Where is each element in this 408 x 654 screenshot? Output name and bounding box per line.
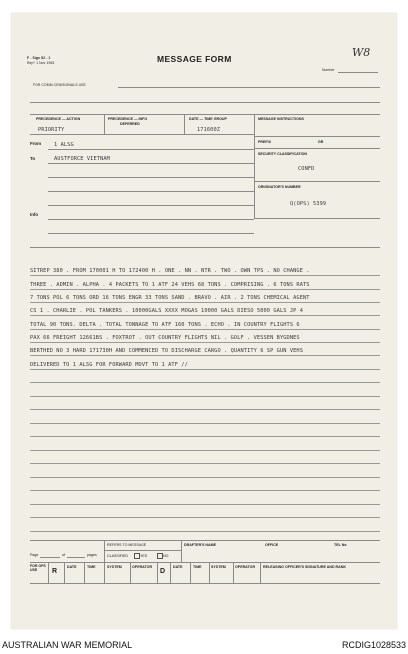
body-rule [30, 436, 380, 437]
security-top-rule [254, 148, 380, 149]
security-value: CONFD [298, 166, 315, 172]
to-label: To [30, 156, 36, 161]
number-line [338, 72, 378, 73]
originator-top-rule [254, 181, 380, 182]
body-rule [30, 382, 380, 383]
page-total-line [67, 557, 85, 558]
prec-top-rule [30, 114, 380, 115]
refers-divider [104, 540, 105, 562]
r-system-label: SYSTEM [107, 565, 122, 569]
archive-credit: AUSTRALIAN WAR MEMORIAL [2, 640, 133, 650]
precedence-info-sub-label: DEFERRED [120, 122, 140, 126]
comm-cen-line-2 [30, 102, 380, 103]
form-revision: Rep⁵ 1 Nov 1963 [27, 61, 55, 65]
body-rule [30, 355, 380, 356]
body-rule [30, 477, 380, 478]
message-line: CS 1 . CHARLIE . POL TANKERS . 10000GALS XXXX MOGAS 10000 GALS DIESO 5000 GALS JP 4 [30, 308, 303, 314]
tel-label: TEL No [334, 543, 347, 547]
ops-col-divider [170, 562, 171, 583]
info-line-3 [30, 247, 380, 248]
message-form-sheet [11, 13, 397, 629]
body-rule [30, 517, 380, 518]
precedence-action-value: PRIORITY [38, 127, 65, 133]
of-label: of [62, 553, 65, 557]
ops-col-divider [48, 562, 49, 583]
body-rule [30, 289, 380, 290]
dispatched-marker: D [160, 568, 166, 575]
message-line: DELIVERED TO 1 ALSG FOR FORWARD MOVT TO 1 ATF // [30, 362, 188, 368]
info-line-1 [48, 219, 254, 220]
body-rule [30, 302, 380, 303]
ops-col-divider [157, 562, 158, 583]
ops-col-divider [260, 562, 261, 583]
message-line: THREE . ADMIN . ALPHA . 4 PACKETS TO 1 ATF 24 VEHS 68 TONS . COMPRISING . 6 TONS RATS [30, 282, 310, 288]
body-rule [30, 450, 380, 451]
d-system-label: SYSTEM [211, 565, 226, 569]
body-rule [30, 504, 380, 505]
body-rule [30, 531, 380, 532]
body-rule [30, 369, 380, 370]
d-date-label: DATE [173, 565, 183, 569]
from-label: From [30, 141, 41, 146]
precedence-action-label: PRECEDENCE — ACTION [36, 117, 81, 121]
archive-record-id: RCDIG1028533 [341, 640, 406, 650]
body-rule [30, 490, 380, 491]
office-label: OFFICE [265, 543, 279, 547]
originator-label: ORIGINATOR'S NUMBER [258, 185, 301, 189]
classified-label: CLASSIFIED [107, 554, 128, 558]
prec-divider-1 [104, 114, 105, 134]
message-line: PAX 66 FREIGHT 12661BS . FOXTROT . OUT COUNTRY FLIGHTS NIL . GOLF . VESSEN BYGDNES [30, 335, 300, 341]
prefix-label: PREFIX [258, 140, 271, 144]
security-label: SECURITY CLASSIFICATION [258, 152, 307, 156]
message-line: TOTAL 90 TONS. DELTA . TOTAL TONNAGE TO ATF 160 TONS . ECHO . IN COUNTRY FLIGHTS 6 [30, 322, 300, 328]
page-number-line [40, 557, 60, 558]
precedence-info-label: PRECEDENCE — INFO [108, 117, 148, 121]
to-line-1 [48, 163, 254, 164]
body-rule [30, 275, 380, 276]
comm-cen-line [118, 87, 380, 88]
d-time-label: TIME [193, 565, 202, 569]
refers-label: REFERS TO MESSAGE [107, 543, 147, 547]
comm-cen-label: FOR COMM CEN/SIGNALS USE [33, 83, 86, 87]
ops-col-divider [190, 562, 191, 583]
to-value: AUSTFORCE VIETNAM [54, 156, 110, 162]
form-title: MESSAGE FORM [157, 54, 232, 64]
d-operator-label: OPERATOR [235, 565, 256, 569]
page-label: Page [30, 553, 39, 557]
drafter-divider [181, 540, 182, 562]
handwritten-number: W8 [352, 46, 371, 59]
no-label: NO [163, 554, 169, 558]
ops-top-rule [30, 562, 380, 563]
originator-bottom-rule [254, 218, 380, 219]
releasing-officer-label: RELEASING OFFICER'S SIGNATURE AND RANK [263, 565, 346, 569]
body-rule [30, 315, 380, 316]
ops-col-divider [209, 562, 210, 583]
from-value: 1 ALSG [54, 142, 74, 148]
yes-label: YES [140, 554, 148, 558]
prefix-top-rule [254, 136, 380, 137]
ops-col-divider [130, 562, 131, 583]
body-rule [30, 342, 380, 343]
dtg-label: DATE — TIME GROUP [189, 117, 227, 121]
ops-col-divider [84, 562, 85, 583]
message-line: SITREP 380 . FROM 170001 H TO 172400 H . ONE . NN . NTR . TWO . OWN TPS . NO CHANGE . [30, 268, 310, 274]
r-operator-label: OPERATOR [132, 565, 153, 569]
gr-label: GR [318, 140, 324, 144]
pages-label: pages [87, 553, 97, 557]
form-code: F - Sigs 52 - 1 [27, 56, 51, 60]
ops-col-divider [233, 562, 234, 583]
received-marker: R [52, 568, 58, 575]
info-label: Info [30, 212, 39, 217]
body-rule [30, 423, 380, 424]
info-line-2 [48, 233, 254, 234]
drafter-label: DRAFTER'S NAME [184, 543, 216, 547]
ops-use-label: FOR OPS USE [30, 564, 46, 573]
ops-col-divider [64, 562, 65, 583]
prec-bottom-rule [30, 134, 255, 135]
message-line: 7 TONS POL 6 TONS ORD 16 TONS ENGR 33 TONS SAND . BRAVO . AIR . 2 TONS CHEMICAL AGENT [30, 295, 310, 301]
message-instructions-label: MESSAGE INSTRUCTIONS [258, 117, 304, 121]
body-rule [30, 409, 380, 410]
r-date-label: DATE [67, 565, 77, 569]
body-rule [30, 329, 380, 330]
message-line: BERTHED NO 3 HARD 171730H AND COMMENCED TO DISCHARGE CARGO . QUANTITY 6 SP GUN VEHS [30, 348, 303, 354]
right-block-divider [254, 114, 255, 218]
from-line [48, 149, 254, 150]
prec-divider-2 [184, 114, 185, 134]
ops-col-divider [104, 562, 105, 583]
to-line-2 [48, 177, 254, 178]
ops-bottom-rule [30, 583, 380, 584]
bottom-top-rule [30, 540, 380, 541]
originator-value: Q(OPS) 5399 [290, 201, 327, 207]
number-label: Number [322, 68, 335, 72]
r-time-label: TIME [87, 565, 96, 569]
to-line-3 [48, 191, 254, 192]
dtg-value: 171600Z [197, 127, 221, 133]
body-rule [30, 396, 380, 397]
refers-mid-rule [104, 550, 181, 551]
to-line-4 [48, 205, 254, 206]
body-rule [30, 463, 380, 464]
